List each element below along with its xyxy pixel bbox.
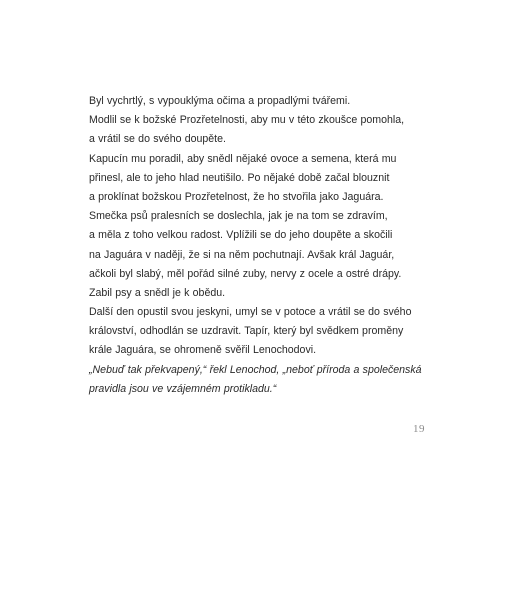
text-line: přinesl, ale to jeho hlad neutišilo. Po nějaké době začal blouznit [89,171,390,184]
text-line: Kapucín mu poradil, aby snědl nějaké ovoce a semena, která mu [89,152,397,165]
text-line: a vrátil se do svého doupěte. [89,133,226,146]
text-line-quote: „Nebuď tak překvapený,“ řekl Lenochod, „neboť příroda a společenská [89,363,422,376]
text-line: Byl vychrtlý, s vypouklýma očima a propadlými tvářemi. [89,95,351,107]
text-line: Smečka psů pralesních se doslechla, jak je na tom se zdravím, [89,210,388,223]
text-line-quote: pravidla jsou ve vzájemném protikladu.“ [89,382,277,395]
text-line: krále Jaguára, se ohromeně svěřil Lenochodovi. [89,344,317,357]
text-line: Modlil se k božské Prozřetelnosti, aby mu v této zkoušce pomohla, [89,114,405,127]
text-line: království, odhodlán se uzdravit. Tapír, který byl svědkem proměny [89,325,404,338]
text-line: ačkoli byl slabý, měl pořád silné zuby, nervy z ocele a ostré drápy. [89,267,402,280]
page-number: 19 [413,423,425,435]
text-line: na Jaguára v naději, že si na něm pochutnají. Avšak král Jaguár, [89,248,395,261]
text-line: Další den opustil svou jeskyni, umyl se v potoce a vrátil se do svého [89,306,412,319]
text-line: Zabil psy a snědl je k obědu. [89,286,226,299]
body-text [89,92,422,399]
text-line: a proklínat božskou Prozřetelnost, že ho stvořila jako Jaguára. [89,190,384,203]
text-line: a měla z toho velkou radost. Vplížili se do jeho doupěte a skočili [89,229,393,242]
